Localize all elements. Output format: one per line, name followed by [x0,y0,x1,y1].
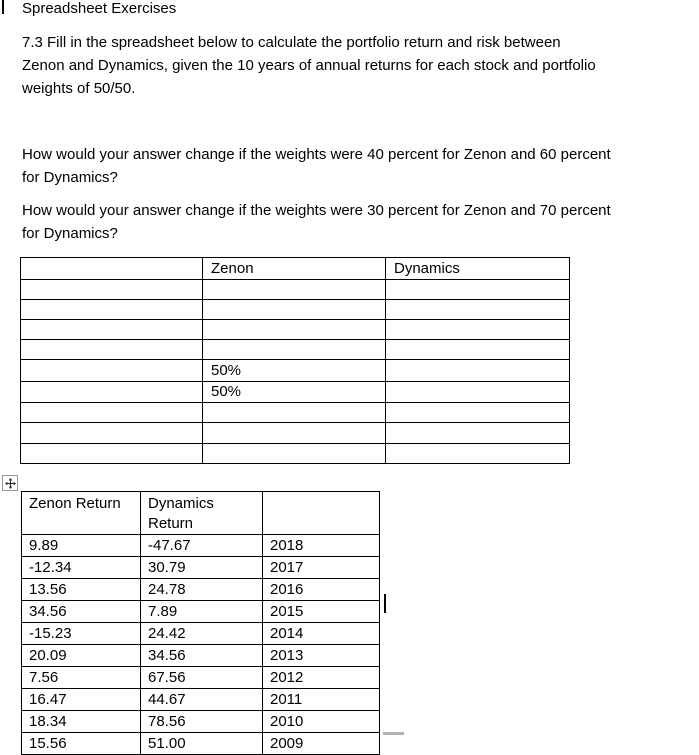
table-cell[interactable]: 2013 [263,645,380,667]
table-cell[interactable]: 2012 [263,667,380,689]
table-cell[interactable]: 18.34 [22,711,141,733]
table-header-cell[interactable] [263,492,380,535]
page-title: Spreadsheet Exercises [22,0,177,17]
table-cell[interactable]: -12.34 [22,557,141,579]
table-cell[interactable]: 2011 [263,689,380,711]
table-cell[interactable] [21,381,203,403]
table-cell[interactable]: 2017 [263,557,380,579]
exercise-73-paragraph [22,31,596,100]
question-40-60-paragraph [22,143,611,189]
table-cell[interactable] [386,403,570,423]
table-row [21,319,570,339]
paragraph-line: for Dynamics? [22,169,118,186]
move-icon [5,478,16,489]
table-cell[interactable]: 7.56 [22,667,141,689]
table-cell[interactable]: 13.56 [22,579,141,601]
table-row [21,381,570,403]
page-edge-tick [2,0,4,14]
table-cell[interactable]: 2016 [263,579,380,601]
table-cell[interactable] [21,423,203,443]
table-cell[interactable] [203,443,386,463]
table-cell[interactable] [21,443,203,463]
table-row [21,360,570,382]
table-cell[interactable] [203,279,386,299]
table-cell[interactable]: 24.42 [141,623,263,645]
table-row [22,689,380,711]
table-cell[interactable]: 34.56 [141,645,263,667]
table-header-cell[interactable] [21,258,203,280]
table-cell[interactable]: 24.78 [141,579,263,601]
question-30-70-paragraph [22,199,611,245]
table-row [22,711,380,733]
table-cell[interactable] [203,403,386,423]
table-cell[interactable] [21,360,203,382]
paragraph-line: Zenon and Dynamics, given the 10 years of annual returns for each stock and portfolio [22,57,596,74]
table-cell[interactable] [386,443,570,463]
paragraph-line: How would your answer change if the weights were 40 percent for Zenon and 60 percent [22,146,611,163]
table-cell[interactable] [386,319,570,339]
table-cell[interactable] [386,381,570,403]
table-cell[interactable]: 9.89 [22,535,141,557]
table-cell[interactable] [386,279,570,299]
table-cell[interactable] [386,299,570,319]
text-cursor [384,594,386,613]
table-cell[interactable]: 34.56 [22,601,141,623]
table-row [22,601,380,623]
table-cell[interactable]: 67.56 [141,667,263,689]
table-row [22,579,380,601]
table-cell[interactable]: 50% [203,360,386,382]
table-cell[interactable]: 50% [203,381,386,403]
table-cell[interactable]: 2018 [263,535,380,557]
horizontal-scrollbar-fragment[interactable] [383,732,404,735]
table-cell[interactable]: -15.23 [22,623,141,645]
table-row [21,403,570,423]
table-header-row [21,258,570,280]
table-cell[interactable] [21,340,203,360]
table-cell[interactable]: -47.67 [141,535,263,557]
table-row [22,535,380,557]
table-cell[interactable] [203,340,386,360]
table-row [22,623,380,645]
table-cell[interactable]: 7.89 [141,601,263,623]
table-cell[interactable] [386,360,570,382]
table-row [22,733,380,755]
table-header-cell[interactable]: Zenon [203,258,386,280]
table-header-cell[interactable]: Dynamics Return [141,492,263,535]
table-cell[interactable] [203,423,386,443]
table-cell[interactable]: 20.09 [22,645,141,667]
annual-returns-table[interactable] [21,491,380,755]
table-cell[interactable] [21,279,203,299]
table-row [21,279,570,299]
table-cell[interactable] [21,403,203,423]
table-row [21,299,570,319]
table-cell[interactable]: 30.79 [141,557,263,579]
table-cell[interactable]: 78.56 [141,711,263,733]
table-cell[interactable]: 2015 [263,601,380,623]
table-cell[interactable] [386,340,570,360]
paragraph-line: 7.3 Fill in the spreadsheet below to calculate the portfolio return and risk between [22,34,561,51]
table-header-cell[interactable]: Dynamics [386,258,570,280]
table-row [21,340,570,360]
table-cell[interactable]: 16.47 [22,689,141,711]
table-cell[interactable] [21,319,203,339]
table-header-row [22,492,380,535]
table-cell[interactable]: 51.00 [141,733,263,755]
table-cell[interactable]: 44.67 [141,689,263,711]
table-cell[interactable] [203,319,386,339]
table-row [21,423,570,443]
table-cell[interactable] [203,299,386,319]
portfolio-weights-table[interactable] [20,257,570,464]
paragraph-line: How would your answer change if the weights were 30 percent for Zenon and 70 percent [22,202,611,219]
paragraph-line: for Dynamics? [22,225,118,242]
table-cell[interactable]: 2009 [263,733,380,755]
table-move-handle[interactable] [2,475,18,491]
table-row [22,667,380,689]
table-row [22,557,380,579]
table-header-cell[interactable]: Zenon Return [22,492,141,535]
table-cell[interactable] [21,299,203,319]
table-cell[interactable]: 15.56 [22,733,141,755]
table-cell[interactable] [386,423,570,443]
table-cell[interactable]: 2014 [263,623,380,645]
paragraph-line: weights of 50/50. [22,80,136,97]
table-row [22,645,380,667]
table-row [21,443,570,463]
table-cell[interactable]: 2010 [263,711,380,733]
